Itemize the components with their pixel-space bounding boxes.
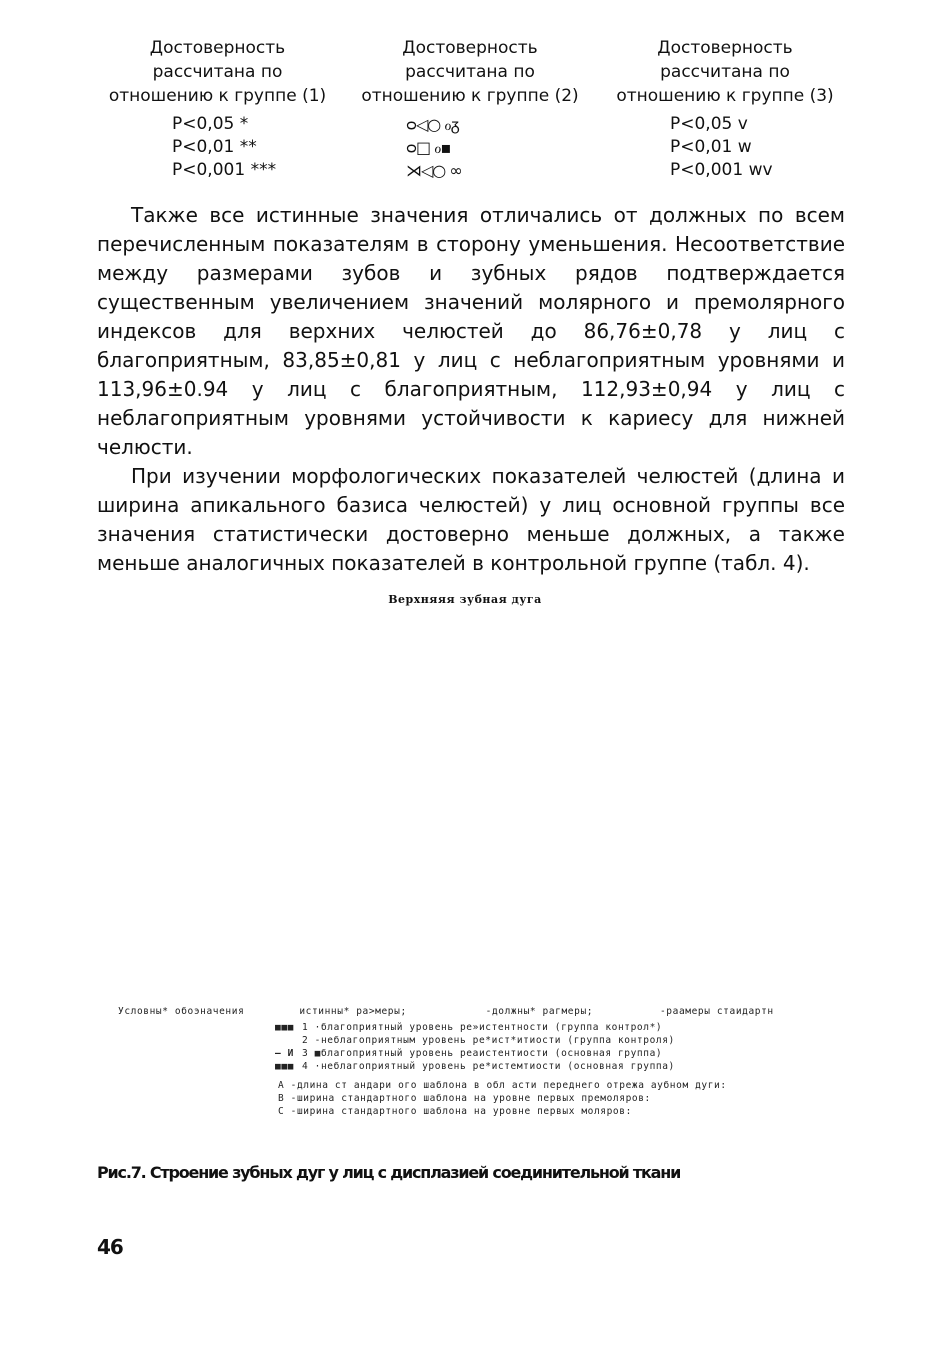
significance-row: ᴑ□ ℴ▪ [406,138,451,157]
column-heading-line: рассчитана по [660,62,790,82]
paragraph: Также все истинные значения отличались от должных по всем перечисленным показателям в сторону уменьшения. Несоответствие между размерами зубов и зубных рядов подтверждается существенным увеличением значений молярного и премолярного индексов для верхних челюстей до 86,76±0,78 у лиц с благоприятным, 83,85±0,81 у лиц с неблагоприятным уровнями и 113,96±0.94 у лиц с благоприятным, 112,93±0,94 у лиц с неблагоприятным уровнями устойчивости к кариесу для нижней челюсти. [97,203,845,459]
column-heading-line: отношению к группе (2) [361,86,579,106]
legend-level-text: 1 ·благоприятный уровень ре»истентности (группа контрол*) [302,1022,663,1033]
significance-column-group-2 [350,36,590,180]
paragraph: При изучении морфологических показателей челюстей (длина и ширина апикального базиса челюстей) у лиц основной группы все значения статистически достоверно меньше должных, а также меньше аналогичных показателей в контрольной группе (табл. 4). [97,464,845,575]
significance-row: P<0,05 v [670,114,748,134]
legend-level-text: 3 ■благоприятный уровень реаистентиости (основная группа) [302,1048,663,1059]
column-heading-line: Достоверность [149,38,286,58]
legend-level-item [258,1047,818,1060]
figure-legend [118,1006,818,1118]
legend-line-marker: ■■■ [275,1022,294,1033]
column-heading-line: рассчитана по [405,62,535,82]
body-text [97,201,845,578]
legend-levels [258,1021,818,1073]
column-heading-line: отношению к группе (3) [616,86,834,106]
column-heading-line: Достоверность [402,38,538,58]
legend-standard-sizes: -раамеры стаидартн [659,1006,774,1017]
significance-row: ⋊◁○ ∞ [406,161,462,180]
significance-row: P<0,001 *** [172,160,277,180]
significance-row: P<0,01 w [670,137,752,157]
significance-column-group-1 [100,36,335,180]
legend-symbol-row [118,1006,818,1017]
legend-line-marker: — И [275,1048,294,1059]
legend-dimensions [278,1079,818,1118]
column-heading-line: отношению к группе (1) [108,86,327,106]
legend-level-item [258,1021,818,1034]
legend-level-item [258,1034,818,1047]
significance-column-group-3 [605,36,845,180]
figure-title: Верхняяя зубная дуга [388,593,542,606]
legend-dimension-item: С -ширина стандартного шаблона на уровне первых моляров: [278,1106,632,1117]
significance-row: P<0,001 wv [670,160,773,180]
legend-level-item [258,1060,818,1073]
legend-true-sizes: истинны* ра>меры; [299,1006,407,1017]
legend-level-text: 2 -неблагоприятным уровень ре*ист*итиости (группа контроля) [302,1035,675,1046]
figure-caption: Рис.7. Строение зубных дуг у лиц с дисплазией соединительной ткани [97,1163,681,1182]
column-heading-line: Достоверность [657,38,793,58]
legend-level-text: 4 ·неблагоприятный уровень ре*истемтиости (основная группа) [302,1061,675,1072]
figure-drawing-area [110,615,830,995]
page-number: 46 [97,1235,123,1259]
significance-row: P<0,01 ** [172,137,257,157]
column-heading-line: рассчитана по [152,62,283,82]
legend-line-marker: ■■■ [275,1061,294,1072]
legend-dimension-item: А -длина ст андари ого шаблона в обл асти переднего отрежа аубном дуги: [278,1080,727,1091]
significance-row: P<0,05 * [172,114,249,134]
significance-row: ᴑ◁○ ℴᵹ [406,115,459,134]
legend-dimension-item: В -ширина стандартного шаблона на уровне первых премоляров: [278,1093,651,1104]
legend-heading: Условны* обоэначения [118,1006,245,1017]
legend-expected-sizes: -должны* рагмеры; [485,1006,594,1017]
